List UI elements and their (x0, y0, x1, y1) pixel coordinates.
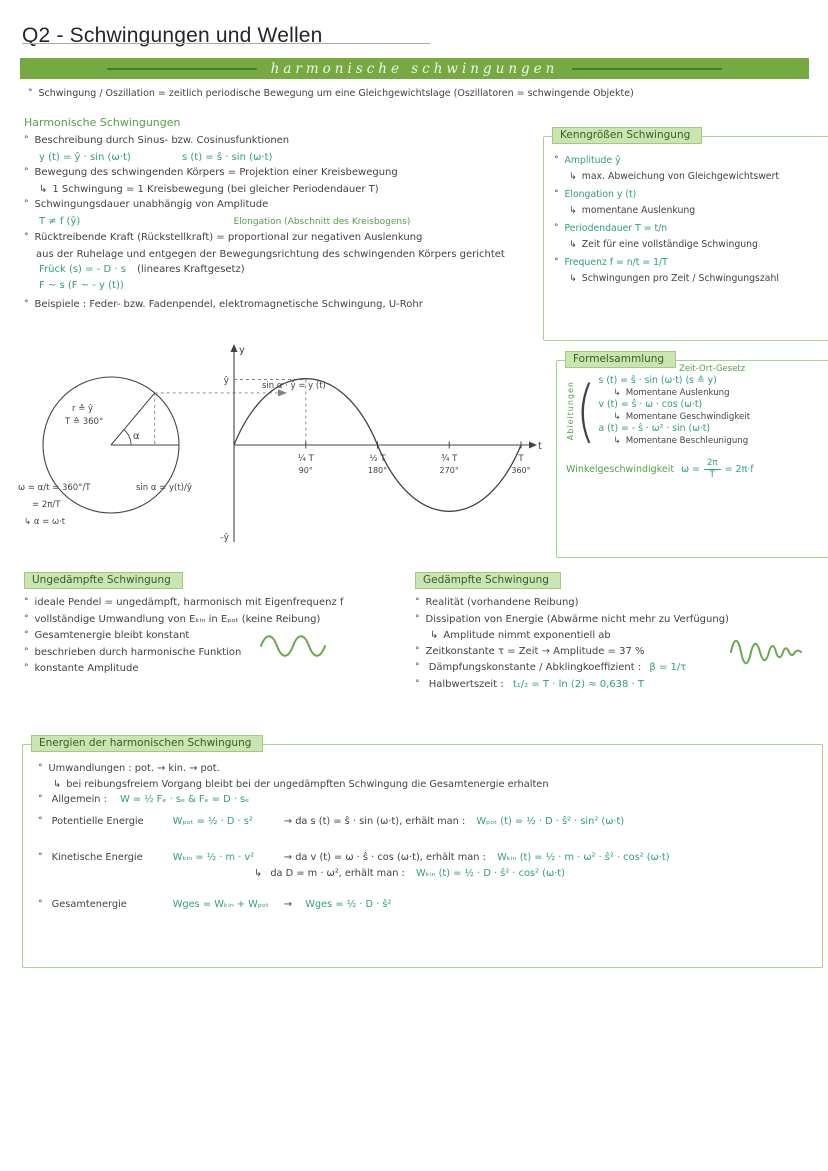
note-line: ° vollständige Umwandlung von Eₖᵢₙ in Eₚₒₜ (keine Reibung) (24, 612, 409, 629)
sub-note-line: ↳ Amplitude nimmt exponentiell ab (430, 628, 815, 644)
tick-degree: 180° (367, 466, 388, 475)
y-axis-label: y (239, 345, 245, 356)
term-periodendauer: ° Periodendauer T = t/n (554, 221, 821, 237)
tick-label: ¾ T (441, 454, 458, 464)
elongation-annotation: Elongation (Abschnitt des Kreisbogens) (233, 216, 411, 227)
tick-degree: 360° (511, 466, 531, 475)
formula-T-not-f: T ≠ f (ŷ) (39, 215, 81, 227)
kinetic-energy-derivation: → da v (t) = ω · ŝ · cos (ω·t), erhält man : (283, 852, 486, 863)
winkelgeschwindigkeit-label: Winkelgeschwindigkeit (566, 463, 675, 475)
section-harmonische-schwingungen (24, 116, 539, 314)
formula-group (566, 371, 822, 451)
ableitungen-side-label: Ableitungen (566, 381, 575, 441)
halflife-label: Halbwertszeit : (428, 678, 504, 690)
total-energy-formula: Wges = Wₖᵢₙ + Wₚₒₜ (172, 899, 269, 910)
allgemein-label: Allgemein : (51, 794, 107, 805)
damping-constant-label: Dämpfungskonstante / Abklingkoeffizient : (428, 662, 642, 673)
term-frequenz: ° Frequenz f = n/t = 1/T (554, 255, 821, 271)
angle-arc (124, 430, 131, 445)
banner-flourish-right (572, 68, 722, 70)
tick-label: ½ T (369, 454, 386, 464)
chapter-banner (20, 58, 809, 79)
acceleration-law: a (t) = - ŝ · ω² · sin (ω·t) (598, 423, 711, 434)
winkelgeschwindigkeit-row (566, 459, 822, 479)
kinetic-energy-result: Wₖᵢₙ (t) = ½ · m · ω² · ŝ² · cos² (ω·t) (497, 852, 670, 863)
halflife-formula: t₁/₂ = T · ln (2) ≈ 0,638 · T (512, 678, 645, 690)
note-line: ° Bewegung des schwingenden Körpers = Projektion einer Kreisbewegung (24, 165, 539, 182)
kinetic-energy-final: Wₖᵢₙ (t) = ½ · D · ŝ² · cos² (ω·t) (415, 868, 565, 879)
note-line: ° beschrieben durch harmonische Funktion (24, 645, 409, 662)
potential-energy-result: Wₚₒₜ (t) = ½ · D · ŝ² · sin² (ω·t) (476, 816, 625, 827)
term-amplitude-def: ↳ max. Abweichung von Gleichgewichtswert (569, 169, 821, 184)
formelsammlung-heading: Formelsammlung (565, 351, 676, 368)
term-periodendauer-def: ↳ Zeit für eine vollständige Schwingung (569, 237, 821, 252)
formula-proportionality: F ~ s (F ~ - y (t)) (39, 279, 124, 291)
title-underline (22, 43, 430, 44)
note-continuation-line: aus der Ruhelage und entgegen der Bewegungsrichtung des schwingenden Körpers gerichtet (36, 248, 505, 260)
y-axis-arrowhead (231, 344, 238, 352)
term-frequenz-def: ↳ Schwingungen pro Zeit / Schwingungszahl (569, 271, 821, 286)
potential-energy-formula: Wₚₒₜ = ½ · D · s² (172, 816, 253, 827)
damped-wave-doodle (729, 638, 807, 666)
note-line: ° konstante Amplitude (24, 661, 409, 678)
kinetic-energy-substitution: da D = m · ω², erhält man : (270, 868, 405, 879)
note-line: ° ideale Pendel = ungedämpft, harmonisch mit Eigenfrequenz f (24, 595, 409, 612)
kenngroessen-heading: Kenngrößen Schwingung (552, 127, 702, 144)
kinetic-energy-row (38, 850, 810, 866)
total-energy-row (38, 897, 810, 913)
formelsammlung-subtitle: Zeit-Ort-Gesetz (679, 364, 746, 374)
winkelgeschwindigkeit-formula (681, 459, 754, 479)
note-line: ° Dissipation von Energie (Abwärme nicht mehr zu Verfügung) (415, 612, 815, 629)
section-ungedaempfte-schwingung (24, 568, 409, 678)
note-line: ° Zeitkonstante τ = Zeit → Amplitude = 37 % (415, 644, 815, 661)
kinetic-energy-label: Kinetische Energie (51, 852, 143, 863)
radius-note: r ≙ ŷ (72, 404, 94, 414)
formula-restoring-force: Frück (s) = - D · s (39, 264, 126, 275)
term-elongation: ° Elongation y (t) (554, 187, 821, 203)
note-line: ° Rücktreibende Kraft (Rückstellkraft) = proportional zur negativen Auslenkung (24, 230, 539, 247)
note-line: ° Umwandlungen : pot. → kin. → pot. (38, 761, 810, 777)
omega-equation-2: = 2π/T (32, 500, 61, 510)
group-paren: ( (576, 371, 596, 451)
fraction-denominator: T (709, 469, 715, 480)
note-line: ° Schwingungsdauer unabhängig von Amplitude (24, 197, 539, 214)
term-elongation-def: ↳ momentane Auslenkung (569, 203, 821, 218)
formula-y-t: y (t) = ŷ · sin (ω·t) (39, 151, 131, 163)
period-note: T ≙ 360° (65, 417, 104, 427)
omega-pre: ω = (681, 463, 700, 475)
tick-label: T (518, 454, 524, 464)
banner-flourish-left (107, 68, 257, 70)
projection-equation: sin α · ŷ = y (t) (262, 381, 326, 391)
gedaempft-heading: Gedämpfte Schwingung (415, 572, 561, 589)
section-energien (22, 737, 823, 968)
total-energy-arrow: → (283, 899, 293, 910)
tick-degree: 90° (298, 466, 313, 475)
position-law-def: ↳ Momentane Auslenkung (614, 387, 751, 399)
formelsammlung-box (556, 353, 828, 558)
banner-title: harmonische schwingungen (270, 60, 559, 77)
omega-equation: ω = α/t = 360°/T (18, 483, 91, 493)
harmonic-motion-diagram (16, 340, 548, 558)
page-title: Q2 - Schwingungen und Wellen (22, 24, 323, 48)
alpha-label: α (133, 431, 140, 442)
note-line: ° Beschreibung durch Sinus- bzw. Cosinusfunktionen (24, 133, 539, 150)
velocity-law: v (t) = ŝ · ω · cos (ω·t) (598, 399, 703, 410)
amplitude-pos-label: ŷ (223, 376, 229, 386)
note-line: ° Realität (vorhandene Reibung) (415, 595, 815, 612)
energien-heading: Energien der harmonischen Schwingung (31, 735, 263, 752)
kenngroessen-box (543, 129, 828, 341)
acceleration-law-def: ↳ Momentane Beschleunigung (614, 435, 751, 447)
formula-column (599, 375, 751, 447)
tick-degree: 270° (439, 466, 459, 475)
term-amplitude: ° Amplitude ŷ (554, 153, 821, 169)
sub-note-line: ↳ bei reibungsfreiem Vorgang bleibt bei der ungedämpften Schwingung die Gesamtenergie erhalten (53, 777, 810, 792)
definition-line: ° Schwingung / Oszillation = zeitlich periodische Bewegung um eine Gleichgewichtslage (Oszillatoren = schwingende Objekte) (28, 86, 634, 103)
formula-line (39, 262, 539, 278)
t-axis-label: t (538, 441, 542, 452)
sub-note-line: ↳ 1 Schwingung = 1 Kreisbewegung (bei gleicher Periodendauer T) (39, 182, 539, 198)
formula-line (39, 150, 539, 166)
kinetic-energy-subrow (254, 866, 810, 881)
velocity-law-def: ↳ Momentane Geschwindigkeit (614, 411, 751, 423)
amplitude-neg-label: -ŷ (220, 533, 229, 543)
total-energy-result: Wges = ½ · D · ŝ² (305, 899, 392, 910)
total-energy-label: Gesamtenergie (51, 899, 127, 910)
examples-line: ° Beispiele : Feder- bzw. Fadenpendel, elektromagnetische Schwingung, U-Rohr (24, 297, 539, 314)
damping-constant-formula: β = 1/τ (649, 662, 687, 673)
formula-note: (lineares Kraftgesetz) (137, 264, 245, 275)
allgemein-formula: W = ½ Fₑ · sₑ & Fₑ = D · sₑ (120, 794, 250, 805)
sine-wave-doodle (259, 634, 331, 658)
note-line: ° Gesamtenergie bleibt konstant (24, 628, 409, 645)
kinetic-energy-formula: Wₖᵢₙ = ½ · m · v² (172, 852, 255, 863)
formula-line (39, 214, 539, 231)
alpha-equation: ↳ α = ω·t (24, 517, 66, 527)
section-gedaempfte-schwingung (415, 568, 815, 693)
harmonische-heading: Harmonische Schwingungen (24, 116, 181, 129)
t-axis-arrowhead (529, 442, 537, 449)
sine-equation: sin α = y(t)/ŷ (136, 483, 192, 493)
position-law: s (t) = ŝ · sin (ω·t) (s ≙ y) (598, 375, 717, 386)
omega-fraction (704, 459, 721, 479)
potential-energy-label: Potentielle Energie (51, 816, 144, 827)
formula-line (39, 278, 539, 294)
omega-post: = 2π·f (724, 463, 754, 475)
allgemein-row (38, 792, 810, 808)
potential-energy-derivation: → da s (t) = ŝ · sin (ω·t), erhält man : (283, 816, 466, 827)
potential-energy-row (38, 814, 810, 830)
ungedaempft-heading: Ungedämpfte Schwingung (24, 572, 183, 589)
tick-label: ¼ T (297, 454, 314, 464)
note-line (415, 677, 815, 694)
fraction-numerator: 2π (704, 459, 721, 470)
formula-s-t: s (t) = ŝ · sin (ω·t) (181, 151, 273, 163)
